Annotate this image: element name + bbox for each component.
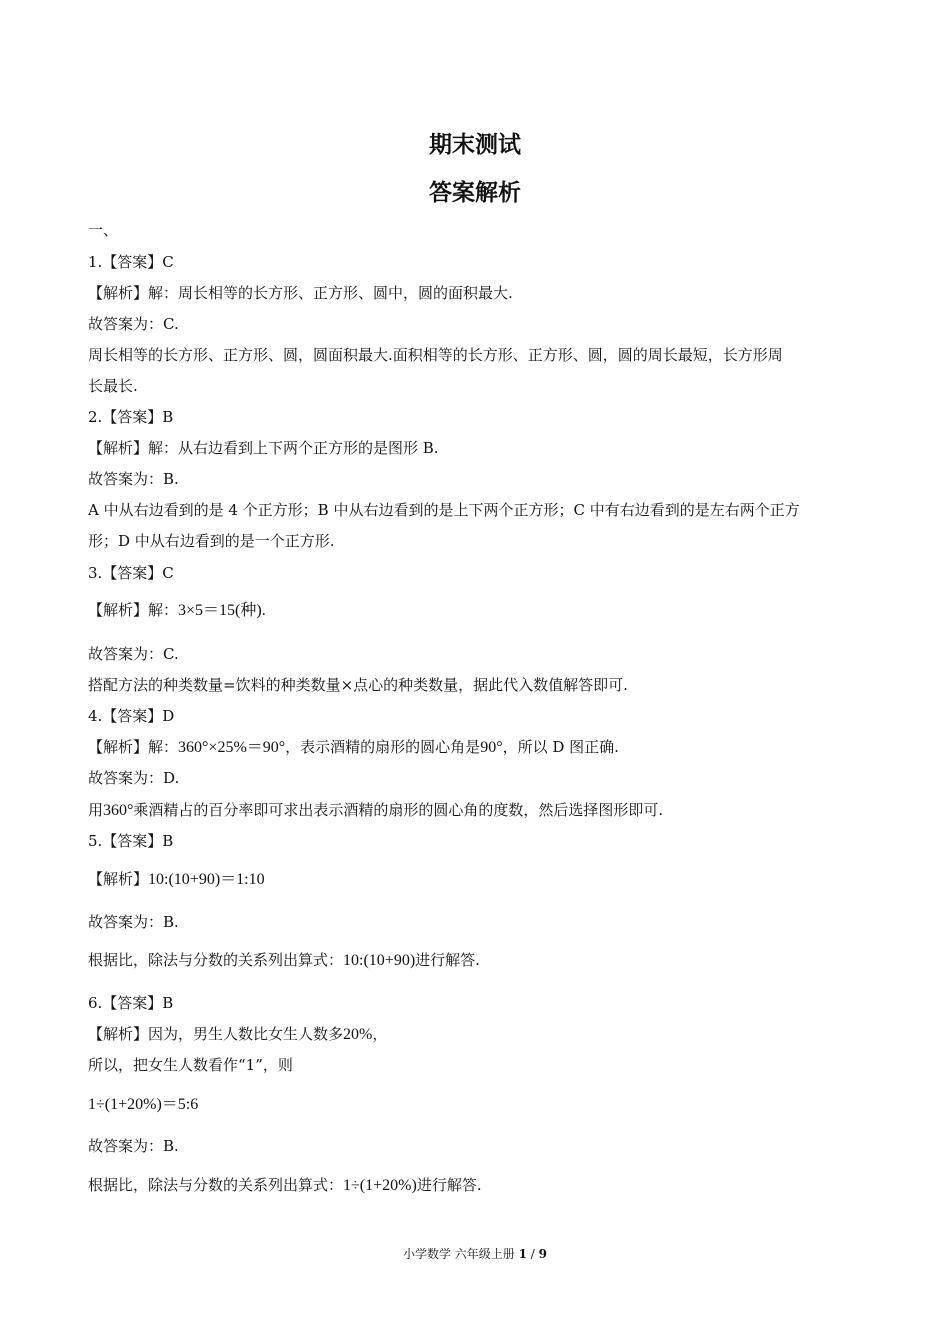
q4-analysis-prefix: 【解析】解： bbox=[88, 738, 179, 756]
q4-analysis bbox=[88, 737, 878, 758]
q6-analysis-line-2: 所以，把女生人数看作“1”，则 bbox=[88, 1056, 293, 1074]
q5-note-formula: 10:(10+90) bbox=[343, 952, 416, 969]
q4-angle: 90° bbox=[480, 739, 503, 756]
q1-result: 故答案为：C. bbox=[88, 315, 179, 333]
q5-analysis bbox=[88, 869, 878, 890]
q4-result: 故答案为：D. bbox=[88, 769, 180, 787]
q5-analysis-prefix: 【解析】 bbox=[88, 870, 149, 888]
page-total: 9 bbox=[538, 1247, 548, 1261]
q6-answer: 6.【答案】B bbox=[88, 994, 174, 1012]
q5-note-prefix: 根据比，除法与分数的关系列出算式： bbox=[88, 951, 344, 969]
q6-formula-line bbox=[88, 1094, 878, 1115]
q2-note-line-1: A 中从右边看到的是 4 个正方形；B 中从右边看到的是上下两个正方形；C 中有右边看到的是左右两个正方 bbox=[88, 501, 800, 519]
q6-note bbox=[88, 1175, 878, 1196]
page-separator: / bbox=[526, 1247, 539, 1261]
q3-analysis-prefix: 【解析】解： bbox=[88, 601, 179, 619]
page-title: 期末测试 bbox=[429, 132, 521, 158]
q1-analysis: 【解析】解：周长相等的长方形、正方形、圆中，圆的面积最大. bbox=[88, 284, 513, 302]
section-label: 一、 bbox=[88, 221, 119, 239]
q6-note-suffix: 进行解答. bbox=[416, 1176, 482, 1194]
q3-analysis bbox=[88, 600, 878, 621]
q1-note-line-1: 周长相等的长方形、正方形、圆，圆面积最大.面积相等的长方形、正方形、圆，圆的周长最短，长方形周 bbox=[88, 346, 783, 364]
q6-note-prefix: 根据比，除法与分数的关系列出算式： bbox=[88, 1176, 344, 1194]
q6-analysis-prefix: 【解析】因为，男生人数比女生人数多 bbox=[88, 1025, 344, 1043]
q4-note-suffix: 乘酒精占的百分率即可求出表示酒精的扇形的圆心角的度数，然后选择图形即可. bbox=[133, 801, 664, 819]
q5-result: 故答案为：B. bbox=[88, 913, 179, 931]
q4-note-prefix: 用 bbox=[88, 801, 104, 819]
q4-note bbox=[88, 800, 878, 821]
q3-answer: 3.【答案】C bbox=[88, 564, 174, 582]
q6-analysis-suffix: ， bbox=[372, 1025, 388, 1043]
q2-note-line-2: 形；D 中从右边看到的是一个正方形. bbox=[88, 532, 335, 550]
q1-answer: 1.【答案】C bbox=[88, 253, 174, 271]
q5-answer: 5.【答案】B bbox=[88, 832, 174, 850]
q3-note: 搭配方法的种类数量=饮料的种类数量×点心的种类数量，据此代入数值解答即可. bbox=[88, 676, 628, 694]
q5-formula: 10:(10+90)＝1:10 bbox=[148, 871, 265, 888]
q6-note-formula: 1÷(1+20%) bbox=[343, 1177, 417, 1194]
q6-analysis bbox=[88, 1024, 878, 1045]
q2-result: 故答案为：B. bbox=[88, 470, 179, 488]
q3-result: 故答案为：C. bbox=[88, 645, 179, 663]
q1-note-line-2: 长最长. bbox=[88, 377, 138, 395]
q5-note-suffix: 进行解答. bbox=[415, 951, 480, 969]
q2-answer: 2.【答案】B bbox=[88, 408, 174, 426]
q4-analysis-mid: ，表示酒精的扇形的圆心角是 bbox=[285, 738, 481, 756]
q5-note bbox=[88, 950, 878, 971]
page-number: 1 bbox=[518, 1247, 527, 1261]
page-footer bbox=[0, 1245, 950, 1262]
q6-formula: 1÷(1+20%)＝5:6 bbox=[88, 1096, 199, 1113]
footer-text: 小学数学 六年级上册 bbox=[402, 1247, 515, 1261]
q4-note-angle: 360° bbox=[103, 802, 134, 819]
q4-formula: 360°×25%＝90° bbox=[178, 739, 286, 756]
q4-analysis-suffix: ，所以 D 图正确. bbox=[502, 738, 619, 756]
q3-formula: 3×5＝15(种). bbox=[178, 602, 266, 619]
q4-answer: 4.【答案】D bbox=[88, 707, 175, 725]
q6-percent: 20% bbox=[343, 1026, 373, 1043]
q6-result: 故答案为：B. bbox=[88, 1137, 179, 1155]
page-subtitle: 答案解析 bbox=[429, 180, 521, 206]
q2-analysis: 【解析】解：从右边看到上下两个正方形的是图形 B. bbox=[88, 439, 439, 457]
